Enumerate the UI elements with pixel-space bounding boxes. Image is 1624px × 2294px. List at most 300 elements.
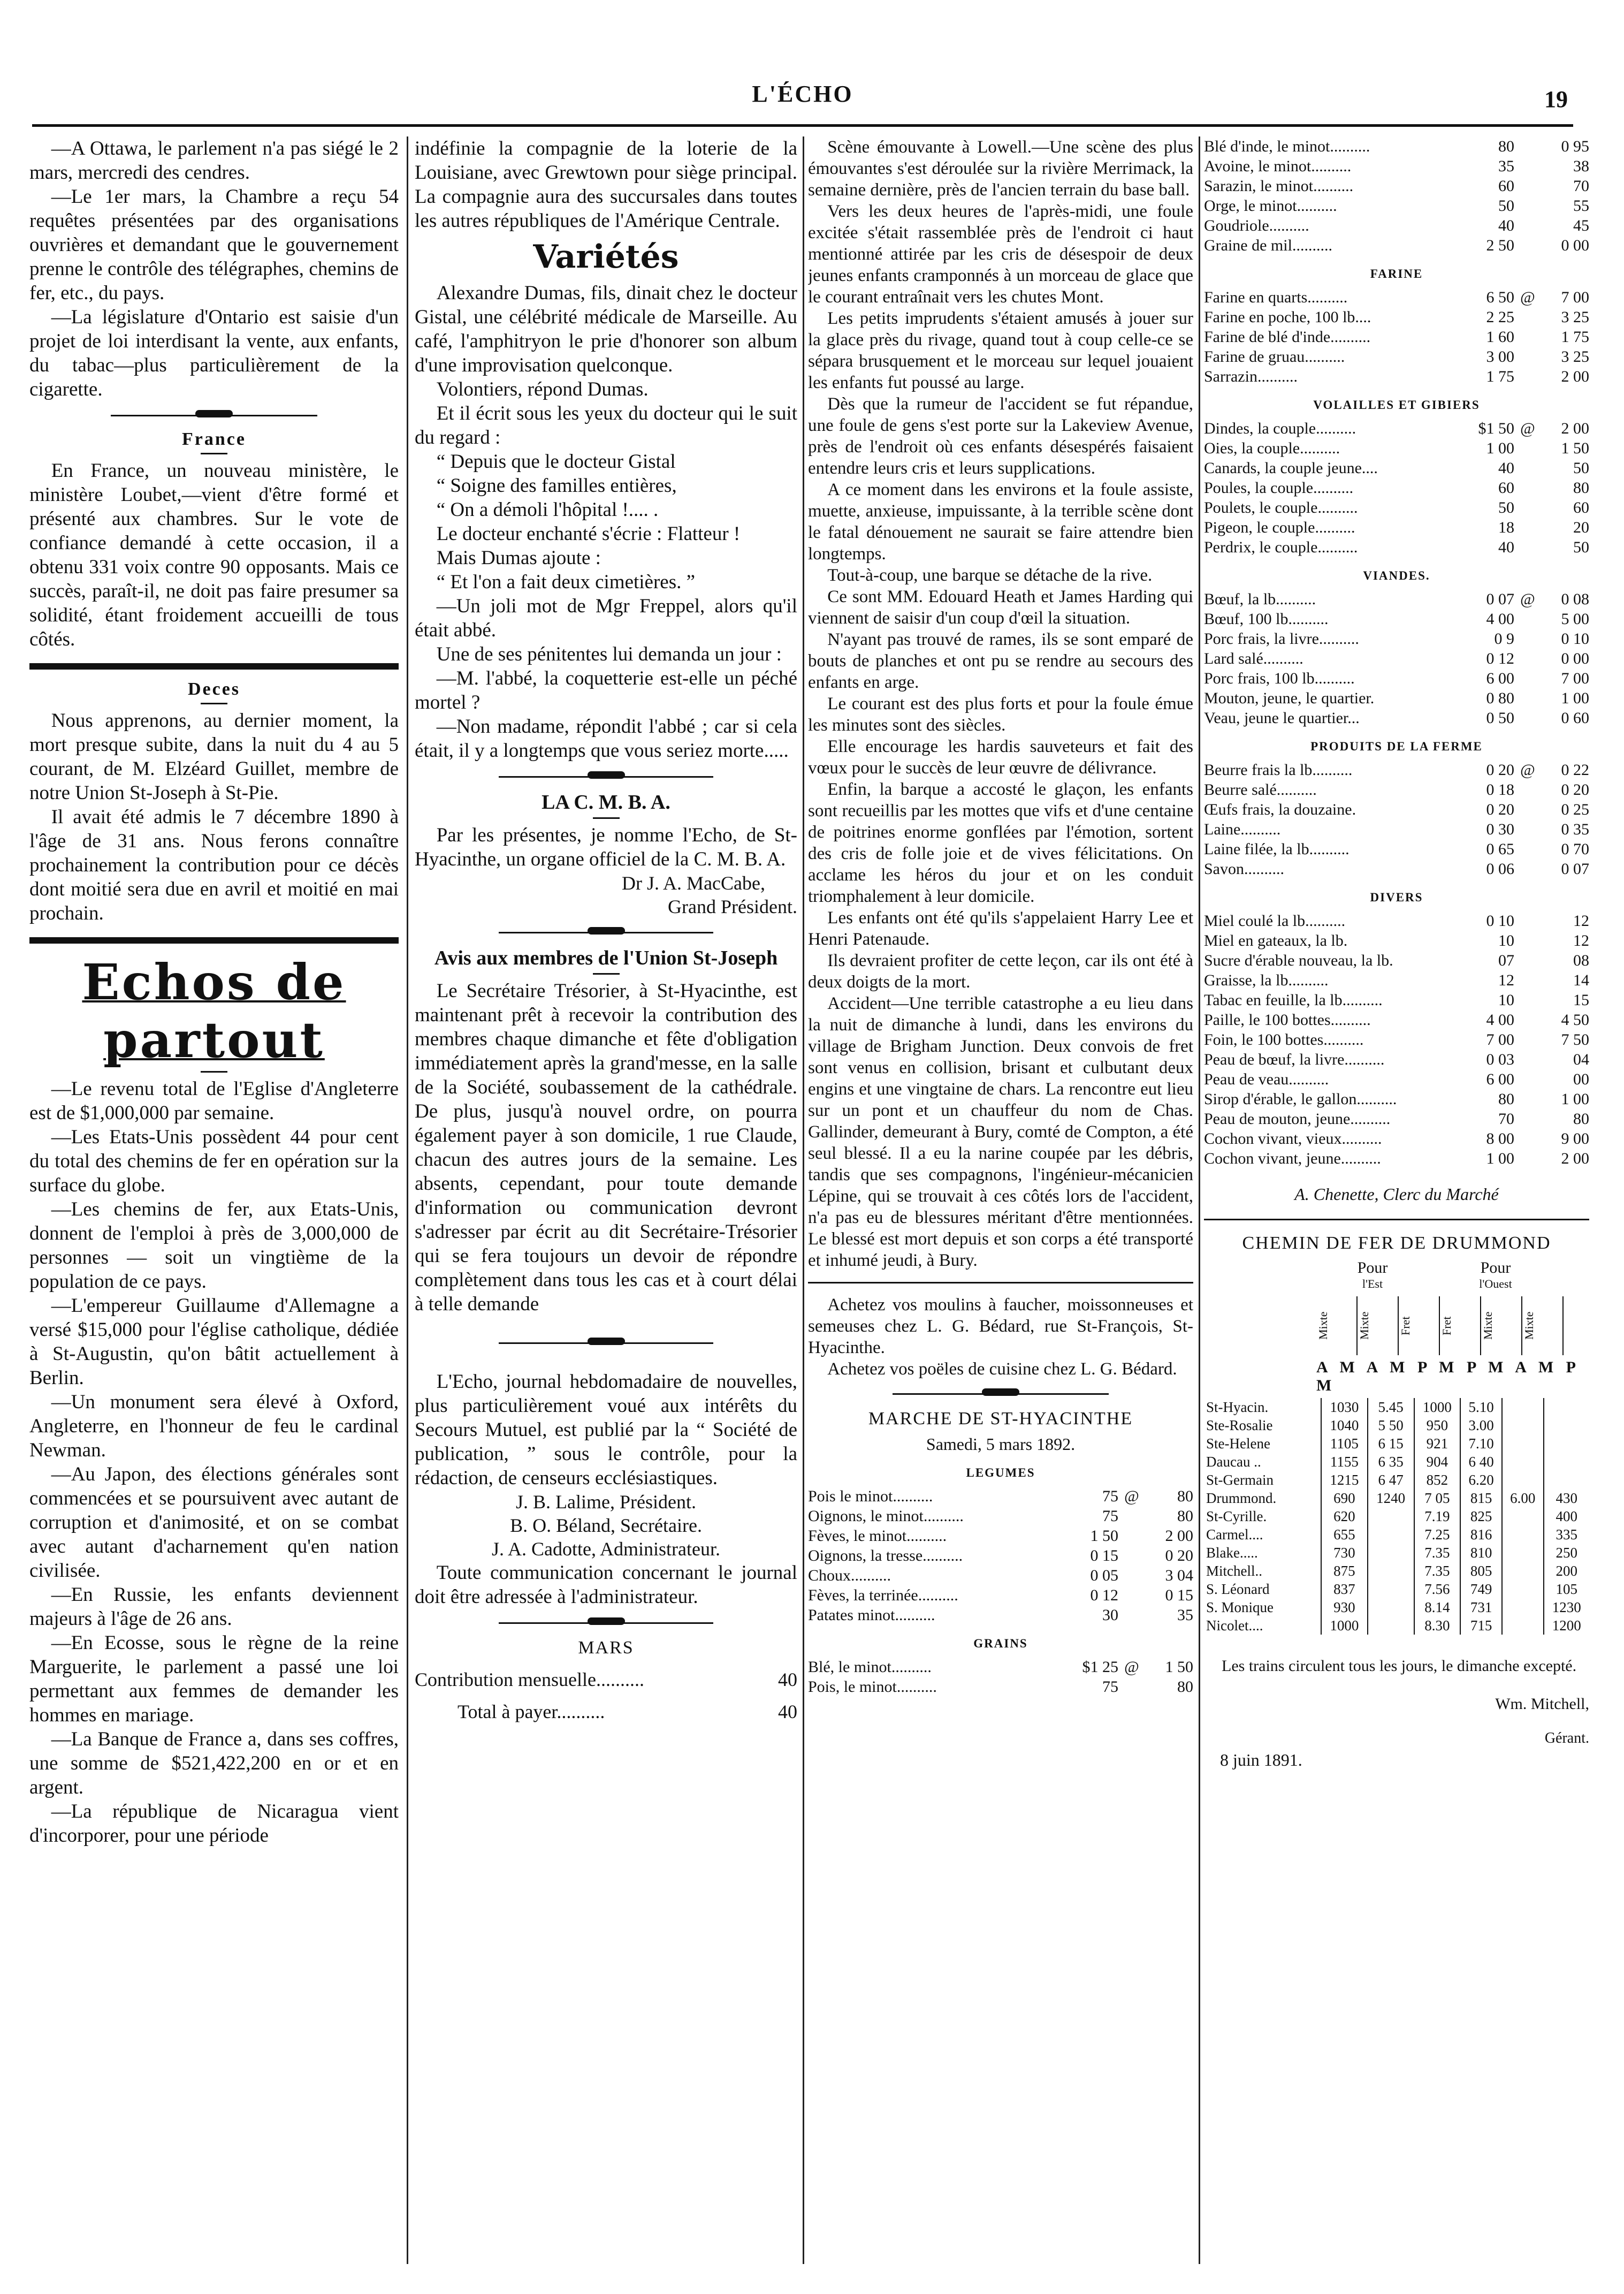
viandes-title: VIANDES. — [1363, 569, 1430, 582]
price-high: 7 50 — [1561, 1031, 1589, 1049]
price-high: 3 25 — [1561, 348, 1589, 366]
price-sep — [1118, 1677, 1145, 1697]
item-label: Bœuf, 100 lb.......... — [1204, 610, 1329, 628]
train-time: 7.35 — [1414, 1544, 1461, 1562]
station-name: St-Hyacin. — [1206, 1399, 1269, 1415]
train-time — [1368, 1562, 1414, 1580]
price-row — [1204, 1069, 1589, 1089]
price-low: 0 05 — [1090, 1567, 1118, 1584]
mars-value: 40 — [778, 1701, 797, 1722]
paragraph: Vers les deux heures de l'après-midi, une foule excitée s'était rassemblée près de l'endroit ci haut mentionné attirée par les cris de désespoir de deux jeunes enfants cramponnés à un morceau de glace que le courant entraînait vers les chutes Mont. — [808, 202, 1193, 307]
price-low: 30 — [1102, 1606, 1118, 1624]
price-high: 50 — [1573, 459, 1589, 477]
rail-note: Les trains circulent tous les jours, le dimanche excepté. — [1222, 1657, 1577, 1675]
price-low: 0 18 — [1486, 781, 1514, 799]
price-row — [808, 1506, 1193, 1526]
price-low: 50 — [1498, 197, 1514, 215]
price-high: 1 50 — [1561, 439, 1589, 457]
cmba-paragraph: Par les présentes, je nomme l'Echo, de St-Hyacinthe, un organe officiel de la C. M. B. A. — [415, 824, 797, 870]
paragraph: —Un monument sera élevé à Oxford, Angleterre, en l'honneur de feu le cardinal Newman. — [29, 1391, 399, 1461]
price-row — [1204, 156, 1589, 176]
train-time: 950 — [1414, 1416, 1461, 1434]
train-time: 5.45 — [1368, 1398, 1414, 1416]
farine-title: FARINE — [1370, 267, 1423, 280]
rail-row — [1204, 1507, 1589, 1525]
price-low: 60 — [1498, 479, 1514, 497]
price-high: 1 75 — [1561, 328, 1589, 346]
price-low: 0 80 — [1486, 689, 1514, 707]
separator — [415, 1338, 797, 1348]
train-time — [1368, 1616, 1414, 1635]
price-sep — [1514, 839, 1541, 859]
item-label: Bœuf, la lb.......... — [1204, 590, 1316, 608]
price-high: 0 60 — [1561, 709, 1589, 727]
price-row — [808, 1546, 1193, 1566]
price-low: 1 50 — [1090, 1527, 1118, 1545]
price-sep — [1514, 609, 1541, 629]
paragraph: Les enfants ont été qu'ils s'appelaient Harry Lee et Henri Patenaude. — [808, 908, 1193, 949]
price-row — [1204, 419, 1589, 438]
price-row — [1204, 498, 1589, 518]
price-row — [1204, 609, 1589, 629]
price-sep — [1514, 780, 1541, 800]
train-time: 1105 — [1321, 1434, 1368, 1453]
section-title-avis: Avis aux membres de l'Union St-Joseph — [434, 947, 778, 969]
price-high: 80 — [1177, 1487, 1193, 1505]
paragraph: Elle encourage les hardis sauveteurs et fait des vœux pour le succès de leur œuvre de délivrance. — [808, 737, 1193, 778]
price-row — [1204, 1129, 1589, 1149]
item-label: Paille, le 100 bottes.......... — [1204, 1011, 1371, 1029]
title-dash — [201, 703, 227, 704]
price-sep — [1514, 518, 1541, 537]
train-time: 921 — [1414, 1434, 1461, 1453]
train-time: 1200 — [1544, 1616, 1589, 1635]
rail-column-header: Mixte — [1522, 1296, 1564, 1355]
train-time: 815 — [1460, 1489, 1502, 1507]
item-label: Farine de gruau.......... — [1204, 348, 1345, 366]
paragraph: Ils devraient profiter de cette leçon, car ils ont été à deux doigts de la mort. — [808, 951, 1193, 992]
price-row — [1204, 839, 1589, 859]
price-high: 08 — [1573, 952, 1589, 969]
price-high: 0 15 — [1165, 1586, 1193, 1604]
rail-row — [1204, 1525, 1589, 1544]
paragraph: Il avait été admis le 7 décembre 1890 à l'âge de 31 ans. Nous ferons connaître prochainement la contribution pour ce décès dont moitié sera due en avril et moitié en mai prochain. — [29, 806, 399, 924]
train-time: 400 — [1544, 1507, 1589, 1525]
price-low: 80 — [1498, 1090, 1514, 1108]
item-label: Sucre d'érable nouveau, la lb. — [1204, 952, 1393, 969]
price-row — [1204, 688, 1589, 708]
price-high: 0 20 — [1561, 781, 1589, 799]
paragraph: Ce sont MM. Edouard Heath et James Harding qui viennent de saisir d'un coup d'œil la situation. — [808, 587, 1193, 628]
train-time: 816 — [1460, 1525, 1502, 1544]
price-high: 0 22 — [1561, 761, 1589, 779]
cmba-signature-title: Grand Président. — [668, 896, 797, 917]
price-row — [1204, 819, 1589, 839]
train-time — [1502, 1453, 1544, 1471]
price-low: 40 — [1498, 459, 1514, 477]
item-label: Sirop d'érable, le gallon.......... — [1204, 1090, 1397, 1108]
paragraph: Mais Dumas ajoute : — [436, 547, 601, 569]
price-sep — [1514, 537, 1541, 557]
train-time: 825 — [1460, 1507, 1502, 1525]
rail-signature-title: Gérant. — [1544, 1730, 1589, 1746]
price-row — [1204, 708, 1589, 728]
train-time: 5 50 — [1368, 1416, 1414, 1434]
price-low: 8 00 — [1486, 1130, 1514, 1148]
price-row — [1204, 859, 1589, 879]
train-time: 6 40 — [1460, 1453, 1502, 1471]
column-3 — [808, 136, 1193, 2264]
price-low: 75 — [1102, 1507, 1118, 1525]
rail-column-headers — [1204, 1296, 1589, 1355]
item-label: Choux.......... — [808, 1567, 891, 1584]
price-high: 0 08 — [1561, 590, 1589, 608]
rail-direction-east: Pour — [1357, 1259, 1388, 1277]
price-sep — [1514, 1030, 1541, 1050]
ferme-table — [1204, 760, 1589, 879]
price-low: 0 03 — [1486, 1051, 1514, 1068]
item-label: Poulets, le couple.......... — [1204, 499, 1358, 516]
train-time: 6 15 — [1368, 1434, 1414, 1453]
rail-direction-east-sub: l'Est — [1362, 1277, 1383, 1290]
item-label: Avoine, le minot.......... — [1204, 157, 1352, 175]
title-dash — [201, 453, 227, 454]
price-low: 70 — [1498, 1110, 1514, 1128]
price-sep — [1514, 859, 1541, 879]
price-high: 20 — [1573, 519, 1589, 536]
train-time: 731 — [1460, 1598, 1502, 1616]
paragraph: —La Banque de France a, dans ses coffres, une somme de $521,422,200 en or et en argent. — [29, 1728, 399, 1798]
separator — [29, 410, 399, 421]
price-high: 7 00 — [1561, 288, 1589, 306]
price-high: 12 — [1573, 932, 1589, 949]
item-label: Fèves, la terrinée.......... — [808, 1586, 958, 1604]
price-high: 0 70 — [1561, 840, 1589, 858]
price-sep — [1514, 156, 1541, 176]
item-label: Patates minot.......... — [808, 1606, 935, 1624]
item-label: Beurre frais la lb.......... — [1204, 761, 1353, 779]
section-rule — [808, 1282, 1193, 1283]
separator — [808, 1388, 1193, 1399]
price-high: 1 50 — [1165, 1658, 1193, 1676]
price-row — [1204, 1050, 1589, 1069]
price-high: 70 — [1573, 177, 1589, 195]
echos-article — [29, 1077, 399, 1848]
rail-signature: Wm. Mitchell, — [1495, 1695, 1589, 1713]
price-sep — [1514, 1129, 1541, 1149]
price-high: 0 00 — [1561, 237, 1589, 254]
page-number: 19 — [1544, 86, 1568, 112]
rail-row — [1204, 1471, 1589, 1489]
rail-ampm-row: A M A M P M P M A M P M — [1316, 1358, 1580, 1394]
price-sep — [1514, 327, 1541, 347]
rail-row — [1204, 1453, 1589, 1471]
price-sep — [1514, 236, 1541, 255]
price-sep — [1118, 1605, 1145, 1625]
price-row — [1204, 760, 1589, 780]
price-row — [1204, 669, 1589, 688]
price-sep — [1514, 438, 1541, 458]
paragraph: —Le revenu total de l'Eglise d'Angleterre est de $1,000,000 par semaine. — [29, 1078, 399, 1124]
price-sep — [1514, 649, 1541, 669]
title-dash — [593, 973, 620, 975]
price-row — [1204, 518, 1589, 537]
paragraph: Scène émouvante à Lowell.—Une scène des plus émouvantes s'est déroulée sur la rivière Merrimack, la semaine dernière, près de l'ancien terrain du base ball. — [808, 138, 1193, 200]
paragraph: —Les Etats-Unis possèdent 44 pour cent du total des chemins de fer en opération sur la surface du globe. — [29, 1126, 399, 1196]
item-label: Goudriole.......... — [1204, 217, 1309, 234]
train-time: 430 — [1544, 1489, 1589, 1507]
price-low: 35 — [1498, 157, 1514, 175]
paragraph: Achetez vos poëles de cuisine chez L. G. Bédard. — [827, 1359, 1177, 1379]
price-sep — [1118, 1566, 1145, 1585]
price-high: 2 00 — [1561, 1150, 1589, 1167]
train-time — [1544, 1453, 1589, 1471]
price-row — [1204, 951, 1589, 970]
price-high: 1 00 — [1561, 689, 1589, 707]
price-sep — [1514, 1050, 1541, 1069]
price-low: 75 — [1102, 1678, 1118, 1696]
column-1 — [29, 136, 399, 2264]
price-low: 0 20 — [1486, 801, 1514, 818]
mars-label: Total à payer.......... — [458, 1701, 605, 1722]
price-low: 4 00 — [1486, 610, 1514, 628]
price-sep — [1514, 931, 1541, 951]
station-name: Drummond. — [1206, 1490, 1277, 1506]
mars-value: 40 — [778, 1669, 797, 1690]
title-dash — [201, 1071, 227, 1073]
station-name: S. Monique — [1206, 1599, 1274, 1615]
price-sep: @ — [1520, 288, 1535, 306]
price-high: 55 — [1573, 197, 1589, 215]
price-row — [808, 1486, 1193, 1506]
price-row — [1204, 589, 1589, 609]
price-low: 40 — [1498, 538, 1514, 556]
train-time: 875 — [1321, 1562, 1368, 1580]
train-time: 810 — [1460, 1544, 1502, 1562]
paragraph: Le courant est des plus forts et pour la foule émue les minutes sont des siècles. — [808, 694, 1193, 735]
train-time — [1502, 1598, 1544, 1616]
price-high: 2 00 — [1561, 368, 1589, 385]
item-label: Pigeon, le couple.......... — [1204, 519, 1355, 536]
item-label: Cochon vivant, vieux.......... — [1204, 1130, 1382, 1148]
paragraph: —Non madame, répondit l'abbé ; car si cela était, il y a longtemps que vous seriez morte..... — [415, 716, 797, 762]
train-time — [1368, 1525, 1414, 1544]
cmba-signature: Dr J. A. MacCabe, — [622, 872, 765, 894]
item-label: Sarrazin.......... — [1204, 368, 1298, 385]
price-row — [1204, 1149, 1589, 1168]
item-label: Cochon vivant, jeune.......... — [1204, 1150, 1381, 1167]
price-high: 14 — [1573, 971, 1589, 989]
paragraph: —La législature d'Ontario est saisie d'un projet de loi interdisant la vente, aux enfants, du tabac—plus particulièrement de la cigarette. — [29, 306, 399, 400]
price-row — [808, 1677, 1193, 1697]
item-label: Laine filée, la lb.......... — [1204, 840, 1349, 858]
price-sep: @ — [1124, 1658, 1139, 1676]
divers-table — [1204, 911, 1589, 1168]
paragraph: A ce moment dans les environs et la foule assiste, muette, anxieuse, impuissante, à la terrible scène dont le fatal dénouement ne saurait se faire attendre bien longtemps. — [808, 480, 1193, 564]
rail-date: 8 juin 1891. — [1220, 1750, 1302, 1769]
train-time — [1368, 1544, 1414, 1562]
page-header — [32, 80, 1573, 131]
item-label: Orge, le minot.......... — [1204, 197, 1337, 215]
price-sep — [1514, 367, 1541, 386]
price-high: 0 25 — [1561, 801, 1589, 818]
rail-row — [1204, 1616, 1589, 1635]
price-low: 6 00 — [1486, 670, 1514, 687]
item-label: Farine de blé d'inde.......... — [1204, 328, 1371, 346]
price-low: 0 12 — [1486, 650, 1514, 667]
price-low: 1 60 — [1486, 328, 1514, 346]
station-name: Mitchell.. — [1206, 1563, 1262, 1579]
station-name: St-Germain — [1206, 1472, 1274, 1488]
item-label: Blé d'inde, le minot.......... — [1204, 138, 1370, 155]
train-time: 7.35 — [1414, 1562, 1461, 1580]
price-high: 4 50 — [1561, 1011, 1589, 1029]
volailles-title: VOLAILLES ET GIBIERS — [1313, 398, 1480, 412]
price-sep — [1514, 478, 1541, 498]
item-label: Foin, le 100 bottes.......... — [1204, 1031, 1364, 1049]
price-low: 60 — [1498, 177, 1514, 195]
train-time: 8.14 — [1414, 1598, 1461, 1616]
separator — [415, 1617, 797, 1628]
item-label: Sarazin, le minot.......... — [1204, 177, 1354, 195]
price-low: 50 — [1498, 499, 1514, 516]
price-high: 80 — [1177, 1507, 1193, 1525]
section-title-echos: Echos de partout — [82, 953, 346, 1069]
price-low: 1 00 — [1486, 1150, 1514, 1167]
mars-row — [415, 1663, 797, 1696]
price-high: 0 20 — [1165, 1547, 1193, 1564]
grains-title: GRAINS — [973, 1637, 1028, 1650]
price-row — [808, 1605, 1193, 1625]
price-sep — [1514, 970, 1541, 990]
separator — [415, 927, 797, 938]
paragraph: Et il écrit sous les yeux du docteur qui le suit du regard : — [415, 402, 797, 449]
price-row — [1204, 1109, 1589, 1129]
paragraph: En France, un nouveau ministère, le ministère Loubet,—vient d'être formé et présenté aux chambres. Sur le vote de confiance demandé à cette occasion, il a obtenu 331 voix contre 90 opposants. Mais ce succès, paraît-il, ne doit pas faire presumer sa solidité, étant froidement accueilli de tous côtés. — [29, 460, 399, 650]
section-title-deces: Deces — [187, 679, 241, 699]
rail-column-header: Mixte — [1316, 1296, 1358, 1355]
paragraph: —Au Japon, des élections générales sont commencées et se poursuivent avec autant de corruption et d'animosité, et on se combat avec autant d'acharnement qu'en nation civilisée. — [29, 1463, 399, 1582]
price-sep — [1514, 307, 1541, 327]
train-time: 1030 — [1321, 1398, 1368, 1416]
rail-direction-west: Pour — [1480, 1259, 1511, 1277]
train-time — [1502, 1616, 1544, 1635]
price-row — [808, 1585, 1193, 1605]
train-time: 7.56 — [1414, 1580, 1461, 1598]
item-label: Oignons, la tresse.......... — [808, 1547, 963, 1564]
grains-table-cont — [1204, 136, 1589, 255]
header-rule — [32, 124, 1573, 127]
train-time: 105 — [1544, 1580, 1589, 1598]
train-time — [1502, 1544, 1544, 1562]
price-low: 1 00 — [1486, 439, 1514, 457]
item-label: Peau de veau.......... — [1204, 1070, 1329, 1088]
price-low: 75 — [1102, 1487, 1118, 1505]
section-title-varietes: Variétés — [533, 238, 679, 276]
price-sep — [1118, 1585, 1145, 1605]
price-sep — [1514, 1109, 1541, 1129]
item-label: Farine en poche, 100 lb.... — [1204, 308, 1371, 326]
price-high: 1 00 — [1561, 1090, 1589, 1108]
price-row — [808, 1566, 1193, 1585]
price-sep — [1118, 1526, 1145, 1546]
train-time: 7.10 — [1460, 1434, 1502, 1453]
paragraph: “ Soigne des familles entières, — [436, 475, 677, 497]
item-label: Porc frais, la livre.......... — [1204, 630, 1359, 648]
rail-timetable — [1204, 1398, 1589, 1635]
mars-table — [415, 1663, 797, 1728]
price-row — [1204, 1010, 1589, 1030]
paragraph: —L'empereur Guillaume d'Allemagne a versé $15,000 pour l'église catholique, dédiée à St-Augustin, qu'on bâtit actuellement à Berlin. — [29, 1295, 399, 1389]
train-time — [1368, 1507, 1414, 1525]
item-label: Miel coulé la lb.......... — [1204, 912, 1346, 930]
grains-table — [808, 1657, 1193, 1697]
price-low: 6 50 — [1486, 288, 1514, 306]
paragraph: —M. l'abbé, la coquetterie est-elle un péché mortel ? — [415, 667, 797, 713]
signature-line: J. A. Cadotte, Administrateur. — [492, 1538, 720, 1560]
train-time: 200 — [1544, 1562, 1589, 1580]
echo-signatures — [415, 1490, 797, 1561]
price-sep — [1514, 819, 1541, 839]
train-time: 655 — [1321, 1525, 1368, 1544]
paragraph: —Le 1er mars, la Chambre a reçu 54 requêtes présentées par des organisations ouvrières et demandant que le gouvernement prenne le contrôle des télégraphes, chemins de fer, etc., du pays. — [29, 186, 399, 304]
item-label: Fèves, le minot.......... — [808, 1527, 947, 1545]
rail-row — [1204, 1434, 1589, 1453]
rail-row — [1204, 1598, 1589, 1616]
paragraph: —En Ecosse, sous le règne de la reine Marguerite, le parlement a passé une loi permettant aux femmes de demander les hommes en mariage. — [29, 1632, 399, 1726]
price-sep — [1514, 990, 1541, 1010]
train-time: 7 05 — [1414, 1489, 1461, 1507]
train-time: 7.19 — [1414, 1507, 1461, 1525]
train-time: 250 — [1544, 1544, 1589, 1562]
station-name: Ste-Helene — [1206, 1435, 1270, 1452]
paragraph: —En Russie, les enfants deviennent majeurs à l'âge de 26 ans. — [29, 1584, 399, 1630]
price-row — [808, 1657, 1193, 1677]
price-low: 0 12 — [1090, 1586, 1118, 1604]
price-row — [1204, 347, 1589, 367]
price-high: 0 10 — [1561, 630, 1589, 648]
train-time: 1240 — [1368, 1489, 1414, 1507]
price-sep — [1514, 911, 1541, 931]
rail-title: CHEMIN DE FER DE DRUMMOND — [1242, 1233, 1551, 1253]
train-time: 3.00 — [1460, 1416, 1502, 1434]
price-high: 04 — [1573, 1051, 1589, 1068]
item-label: Perdrix, le couple.......... — [1204, 538, 1358, 556]
price-row — [1204, 537, 1589, 557]
echo-paragraph-2: Toute communication concernant le journal doit être adressée à l'administrateur. — [415, 1562, 797, 1608]
price-high: 50 — [1573, 538, 1589, 556]
paragraph: Accident—Une terrible catastrophe a eu lieu dans la nuit de dimanche à lundi, dans les environs du village de Brigham Junction. Deux convois de fret sont venus en collision, brisant et culbutant deux engins et une vingtaine de chars. La rencontre eut lieu sur un pont et un chauffeur du nom de Chas. Gallinder, demeurant à Bury, comté de Compton, a été seul blessé. Il a eu la narine coupée par les débris, tandis que ses compagnons, l'ingénieur-mécanicien Lépine, qui se trouvait à ces côtés lors de l'accident, n'a pas eu de blessures méritant d'être mentionnées. Le blessé est mort depuis et son corps a été transporté et inhumé jeudi, à Bury. — [808, 994, 1193, 1270]
paragraph: Dès que la rumeur de l'accident se fut répandue, une foule de gens s'est porte sur la Lakeview Avenue, près de l'endroit où ces enfants désespérés faisaient entendre leurs cris et leurs supplications. — [808, 394, 1193, 478]
price-low: 0 15 — [1090, 1547, 1118, 1564]
separator — [415, 771, 797, 782]
price-sep — [1514, 196, 1541, 216]
paragraph: Nous apprenons, au dernier moment, la mort presque subite, dans la nuit du 4 au 5 courant, de M. Elzéard Guillet, membre de notre Union St-Joseph à St-Pie. — [29, 710, 399, 804]
price-high: 80 — [1573, 479, 1589, 497]
train-time: 715 — [1460, 1616, 1502, 1635]
station-name: Daucau .. — [1206, 1454, 1261, 1470]
paragraph: Volontiers, répond Dumas. — [436, 378, 649, 400]
column-2 — [415, 136, 797, 2264]
train-time: 5.10 — [1460, 1398, 1502, 1416]
price-row — [1204, 990, 1589, 1010]
marche-title: MARCHE DE ST-HYACINTHE — [868, 1409, 1133, 1429]
price-sep — [1514, 1010, 1541, 1030]
price-row — [1204, 911, 1589, 931]
price-sep — [1514, 216, 1541, 236]
price-row — [1204, 970, 1589, 990]
station-name: St-Cyrille. — [1206, 1508, 1267, 1524]
